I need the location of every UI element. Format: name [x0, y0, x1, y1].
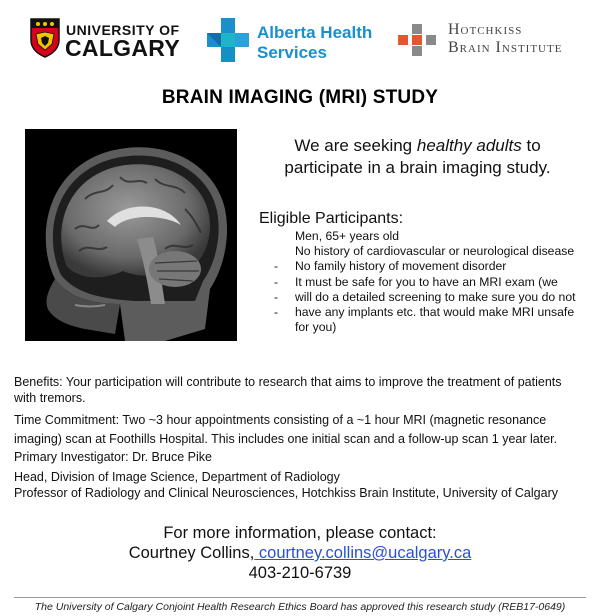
ethics-code: (REB17-0649)	[498, 601, 566, 613]
university-of-calgary-logo	[30, 18, 180, 64]
hbi-logo-line1: Hotchkiss	[448, 21, 523, 38]
page-title: BRAIN IMAGING (MRI) STUDY	[161, 87, 439, 108]
list-item	[274, 320, 599, 335]
time-commitment-paragraph: Time Commitment: Two ~3 hour appointments consisting of a ~1 hour MRI (magnetic resonance imaging) scan at Foothills Hospital. This includes one initial scan and a follow-up scan 1 year later.	[14, 413, 558, 446]
contact-person	[0, 543, 600, 563]
mri-brain-image	[25, 129, 237, 341]
list-item-text: Men, 65+ years old	[295, 229, 399, 243]
ahs-cross-icon	[207, 18, 249, 62]
list-bullet: -	[274, 274, 279, 289]
list-item	[274, 290, 599, 305]
eligibility-heading: Eligible Participants:	[259, 210, 404, 227]
recruitment-message-emphasis: healthy adults	[416, 136, 522, 155]
ahs-logo-line2: Services	[257, 43, 327, 62]
hbi-cross-icon	[398, 24, 438, 56]
university-logo-line2: CALGARY	[65, 35, 180, 61]
hotchkiss-brain-institute-logo	[398, 20, 583, 60]
alberta-health-services-logo	[207, 18, 372, 64]
eligibility-list	[274, 229, 599, 335]
list-item-text: It must be safe for you to have an MRI exam (we	[295, 274, 558, 289]
list-item-text: No family history of movement disorder	[295, 259, 507, 274]
contact-heading: For more information, please contact:	[163, 524, 437, 542]
university-shield-icon	[30, 18, 60, 58]
list-item-text: No history of cardiovascular or neurological disease	[295, 244, 575, 259]
contact-phone: 403-210-6739	[248, 564, 352, 582]
hbi-logo-line2: Brain Institute	[448, 39, 563, 56]
recruitment-message-end: to participate in a brain imaging study.	[284, 136, 551, 177]
ahs-logo-line1: Alberta Health	[257, 23, 373, 42]
contact-name: Courtney Collins,	[128, 544, 255, 562]
recruitment-message	[255, 135, 580, 179]
contact-email-link[interactable]: courtney.collins@ucalgary.ca	[254, 544, 472, 562]
list-item-text: have any implants etc. that would make MRI unsafe	[295, 305, 575, 320]
list-item	[274, 305, 599, 320]
investigator-title-line2: Professor of Radiology and Clinical Neurosciences, Hotchkiss Brain Institute, University of Calgary	[14, 485, 558, 500]
ethics-footer	[0, 601, 600, 613]
university-logo-line1: UNIVERSITY OF	[66, 22, 180, 38]
investigator-line: Primary Investigator: Dr. Bruce Pike	[14, 450, 212, 464]
list-bullet: -	[274, 259, 279, 274]
list-bullet: -	[274, 289, 279, 304]
list-item-text: will do a detailed screening to make sure you do not	[295, 289, 576, 304]
list-bullet: -	[274, 305, 279, 320]
footer-divider	[14, 597, 586, 598]
investigator-title	[14, 470, 584, 501]
benefits-paragraph: Benefits: Your participation will contribute to research that aims to improve the treatment of patients with tremors.	[14, 375, 562, 405]
list-item	[274, 244, 599, 259]
recruitment-message-start: We are seeking	[294, 136, 417, 155]
investigator-title-line1: Head, Division of Image Science, Department of Radiology	[14, 470, 340, 484]
list-item-text: for you)	[295, 320, 337, 335]
list-item	[274, 229, 599, 244]
list-item	[274, 259, 599, 274]
ethics-statement: The University of Calgary Conjoint Health Research Ethics Board has approved this research study	[34, 601, 496, 613]
list-item	[274, 275, 599, 290]
